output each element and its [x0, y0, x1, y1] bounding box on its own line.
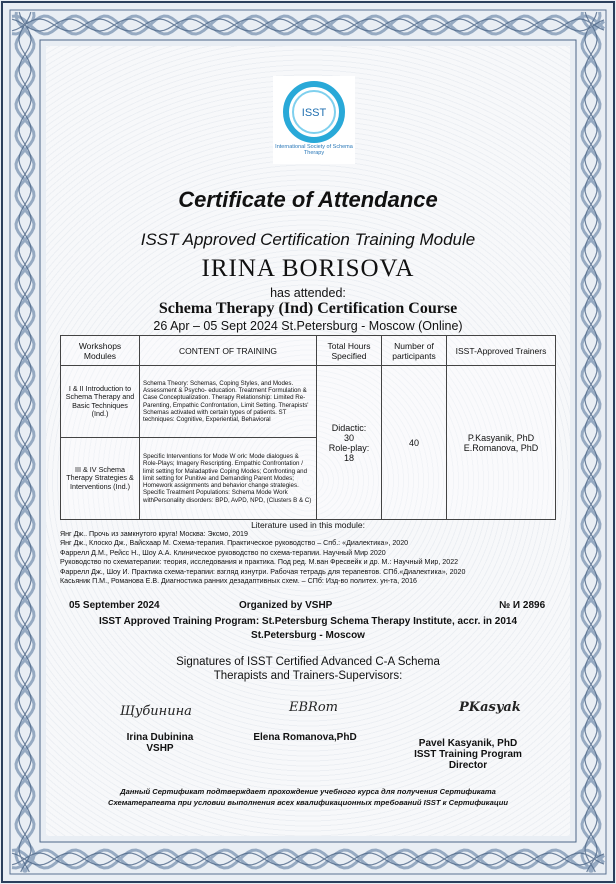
signature-romanova: ЕВRom [289, 700, 338, 715]
signer-org: ISST Training Program [414, 749, 522, 760]
program-location: St.Petersburg - Moscow [251, 630, 365, 641]
literature-item: Фаррелл Д.М., Рейсс Н., Шоу А.А. Клиническое руководство по схема-терапии. Научный Мир 2020 [60, 548, 386, 557]
signer-kasyanik [388, 738, 548, 771]
hours-roleplay-label: Role-play: [328, 442, 370, 453]
header-content: CONTENT OF TRAINING [140, 336, 317, 366]
header-participants: Number of participants [382, 336, 447, 366]
header-hours: Total Hours Specified [317, 336, 382, 366]
header-modules: Workshops Modules [61, 336, 140, 366]
certificate-subtitle: ISST Approved Certification Training Module [140, 230, 476, 249]
issue-date: 05 September 2024 [69, 600, 160, 611]
signer-dubinina [100, 732, 220, 754]
signature-kasyanik: PKasyak [459, 700, 521, 715]
hours-cell [317, 366, 382, 520]
signer-name: Irina Dubinina [126, 732, 194, 743]
logo-caption: International Society of Schema Therapy [275, 144, 353, 156]
literature-item: Фаррелл Дж., Шоу И. Практика схема-терапии: взгляд изнутри. Рабочая тетрадь для терапевтов. СПб.«Диалектика», 2020 [60, 567, 466, 576]
hours-didactic-value: 30 [343, 432, 354, 443]
signer-role: Director [448, 760, 488, 771]
program-line: ISST Approved Training Program: St.Petersburg Schema Therapy Institute, accr. in 2014 [98, 616, 518, 627]
logo-abbr: ISST [301, 107, 327, 119]
signatures-heading [46, 655, 570, 683]
attended-label: has attended: [270, 286, 346, 300]
signature-dubinina: Щубинина [120, 704, 192, 719]
content-cell: Schema Theory: Schemas, Coping Styles, and Modes. Assessment & Psycho- education. Treatment Formulation & Case Conceptualization. Therapy Relationship: Limited Re-Parenting, Empathic Confrontation, Limit Setting. Therapists' Schemas activated with certain types of patients. ST techniques: Cognitive, Experiential, Behavioral [140, 366, 317, 438]
certificate-title: Certificate of Attendance [178, 187, 438, 212]
training-table [60, 335, 556, 520]
literature-item: Касьяник П.М., Романова Е.В. Диагностика ранних дезадаптивных схем. – СПб: Изд-во политех. ун-та, 2016 [60, 577, 417, 586]
certificate-number: № И 2896 [499, 600, 546, 611]
module-cell: I & II Introduction to Schema Therapy and Basic Techniques (Ind.) [61, 366, 140, 438]
signer-name: Pavel Kasyanik, PhD [418, 738, 518, 749]
literature-item: Янг Дж., Клоско Дж., Вайсхаар М. Схема-терапия. Практическое руководство – Спб.: «Диалектика», 2020 [60, 539, 409, 548]
recipient-name: IRINA BORISOVA [201, 255, 415, 282]
trainers-cell [447, 366, 556, 520]
course-name: Schema Therapy (Ind) Certification Course [158, 300, 458, 317]
isst-logo-ring [282, 80, 346, 144]
hours-didactic-label: Didactic: [331, 422, 367, 433]
footer-line: Данный Сертификат подтверждает прохождение учебного курса для получения Сертификата [120, 787, 496, 796]
literature-list [60, 530, 560, 586]
certificate-footer-note [46, 786, 570, 808]
trainer-name: E.Romanova, PhD [463, 442, 539, 453]
isst-logo [273, 76, 355, 164]
certificate-body [46, 46, 570, 836]
hours-roleplay-value: 18 [343, 452, 354, 463]
course-dates: 26 Apr – 05 Sept 2024 St.Petersburg - Moscow (Online) [153, 319, 463, 333]
signer-org: VSHP [146, 743, 174, 754]
table-row [61, 366, 556, 438]
signatures-heading-line: Therapists and Trainers-Supervisors: [213, 670, 403, 682]
literature-title: Literature used in this module: [251, 520, 365, 530]
header-trainers: ISST-Approved Trainers [447, 336, 556, 366]
signer-romanova [230, 732, 380, 743]
program-info [46, 615, 570, 643]
literature-item: Янг Дж.. Прочь из замкнутого круга! Москва: Эксмо, 2019 [60, 530, 248, 538]
signatures-heading-line: Signatures of ISST Certified Advanced C-A Schema [176, 656, 440, 668]
literature-item: Руководство по схематерапии: теория, исследования и практика. Под ред. М.ван Фресвейк и др. М.: Научный Мир, 2022 [60, 558, 459, 567]
content-cell: Specific Interventions for Mode W ork: Mode dialogues & Role-Plays; Imagery Rescripting. Empathic Confrontation / limit setting for Maladaptive Coping Modes; Confronting and limit setting for Punitive and Demanding Parent Modes; Homework assignments and behavior change strategies. Specific Treatment Populations: Schema Mode Work withPersonality disorders: BPD, AvPD, NPD, (Clusters B & C) [140, 438, 317, 520]
signer-name: Elena Romanova,PhD [253, 732, 357, 743]
footer-line: Схематерапевта при условии выполнения всех квалификационных требований ISST к Сертификации [107, 798, 509, 807]
participants-cell: 40 [382, 366, 447, 520]
trainer-name: P.Kasyanik, PhD [467, 432, 535, 443]
table-header-row [61, 336, 556, 366]
organized-by: Organized by VSHP [239, 600, 333, 611]
module-cell: III & IV Schema Therapy Strategies & Interventions (Ind.) [61, 438, 140, 520]
